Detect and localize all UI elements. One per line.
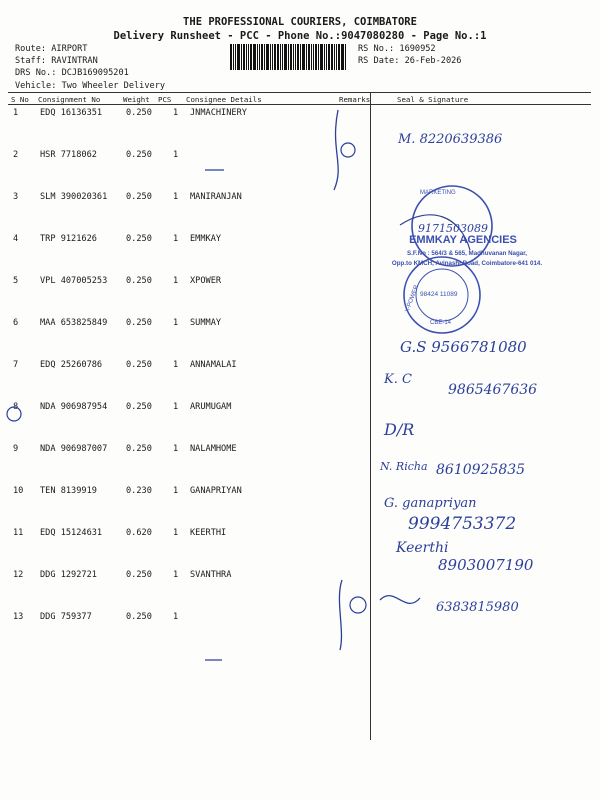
rs-number: RS No.: 1690952 [358, 44, 436, 54]
row-4-sno: 4 [13, 234, 19, 244]
row-12-consignee: SVANTHRA [190, 570, 232, 580]
row-5-consignment: VPL 407005253 [40, 276, 108, 286]
hw-row9b: 8610925835 [436, 462, 526, 478]
row-7-weight: 0.250 [126, 360, 152, 370]
document-subtitle: Delivery Runsheet - PCC - Phone No.:9047080280 - Page No.:1 [113, 30, 487, 42]
row-6-sno: 6 [13, 318, 19, 328]
row-12-consignment: DDG 1292721 [40, 570, 97, 580]
row-8-weight: 0.250 [126, 402, 152, 412]
row-6-pcs: 1 [173, 318, 179, 328]
row-7-consignee: ANNAMALAI [190, 360, 237, 370]
row-11-pcs: 1 [173, 528, 179, 538]
row-7-pcs: 1 [173, 360, 179, 370]
row-12-pcs: 1 [173, 570, 179, 580]
hw-row11a: Keerthi [396, 540, 449, 556]
row-13-weight: 0.250 [126, 612, 152, 622]
row-9-consignment: NDA 906987007 [40, 444, 108, 454]
stamp-round-side: X-POWER [404, 284, 421, 314]
row-4-consignment: TRP 9121626 [40, 234, 97, 244]
row-3-sno: 3 [13, 192, 19, 202]
row-3-consignment: SLM 390020361 [40, 192, 108, 202]
col-weight: Weight [123, 95, 150, 104]
row-8-consignment: NDA 906987954 [40, 402, 108, 412]
stamp-address-2: Opp.to KMCH, Avinashi Road, Coimbatore-641 014. [391, 260, 543, 267]
hw-row10a: G. ganapriyan [384, 496, 477, 511]
drs-number: DRS No.: DCJB169095201 [15, 68, 129, 78]
row-10-sno: 10 [13, 486, 24, 496]
row-10-weight: 0.230 [126, 486, 152, 496]
row-5-weight: 0.250 [126, 276, 152, 286]
remarks-circle-1 [341, 143, 355, 157]
row-1-pcs: 1 [173, 108, 179, 118]
row-9-consignee: NALAMHOME [190, 444, 237, 454]
rs-date: RS Date: 26-Feb-2026 [358, 56, 462, 66]
staff-label: Staff: RAVINTRAN [15, 56, 98, 66]
remarks-bracket-top [334, 110, 338, 190]
row-13-pcs: 1 [173, 612, 179, 622]
hw-row8: D/R [384, 420, 415, 439]
row-1-consignee: JNMACHINERY [190, 108, 247, 118]
row-2-consignment: HSR 7718062 [40, 150, 97, 160]
row-3-pcs: 1 [173, 192, 179, 202]
row-11-consignment: EDQ 15124631 [40, 528, 103, 538]
col-seal: Seal & Signature [397, 95, 469, 104]
row-1-sno: 1 [13, 108, 19, 118]
row-9-pcs: 1 [173, 444, 179, 454]
row-7-sno: 7 [13, 360, 19, 370]
row-10-consignment: TEN 8139919 [40, 486, 97, 496]
hw-row9a: N. Richa [380, 460, 428, 473]
row-8-sno: 8 [13, 402, 19, 412]
row-4-weight: 0.250 [126, 234, 152, 244]
stamp-round-phone: 98424 11089 [420, 291, 458, 298]
col-pcs: PCS [158, 95, 172, 104]
row-7-consignment: EDQ 25260786 [40, 360, 103, 370]
document-title: THE PROFESSIONAL COURIERS, COIMBATORE [183, 16, 417, 28]
route-label: Route: AIRPORT [15, 44, 88, 54]
row-4-consignee: EMMKAY [190, 234, 222, 244]
col-consignment: Consignment No [38, 95, 101, 104]
row-10-pcs: 1 [173, 486, 179, 496]
row-8-pcs: 1 [173, 402, 179, 412]
stamp-address-1: S.F.No : 564/3 & 565, Madhuvanan Nagar, [406, 250, 527, 257]
hw-row6: G.S 9566781080 [400, 338, 527, 356]
row-5-sno: 5 [13, 276, 19, 286]
col-sno: S No [11, 95, 29, 104]
row-1-weight: 0.250 [126, 108, 152, 118]
row-11-weight: 0.620 [126, 528, 152, 538]
col-remarks: Remarks [339, 95, 371, 104]
row-1-consignment: EDQ 16136351 [40, 108, 103, 118]
row-10-consignee: GANAPRIYAN [190, 486, 242, 496]
row-6-weight: 0.250 [126, 318, 152, 328]
row-3-consignee: MANIRANJAN [190, 192, 242, 202]
hw-row3: 9171503089 [418, 222, 488, 235]
hw-row11b: 8903007190 [438, 556, 534, 574]
row-11-sno: 11 [13, 528, 24, 538]
row-2-sno: 2 [13, 150, 19, 160]
row-6-consignment: MAA 653825849 [40, 318, 108, 328]
row-12-weight: 0.250 [126, 570, 152, 580]
row-4-pcs: 1 [173, 234, 179, 244]
row-13-sno: 13 [13, 612, 24, 622]
col-consignee: Consignee Details [186, 95, 262, 104]
row-11-consignee: KEERTHI [190, 528, 227, 538]
row-2-weight: 0.250 [126, 150, 152, 160]
stamp-round-bottom: CBE-14 [430, 320, 452, 326]
vehicle-label: Vehicle: Two Wheeler Delivery [15, 81, 166, 91]
row-2-pcs: 1 [173, 150, 179, 160]
row-13-consignment: DDG 759377 [40, 612, 92, 622]
row-9-sno: 9 [13, 444, 19, 454]
hw-row12: 6383815980 [436, 600, 519, 615]
hw-row10b: 9994753372 [408, 514, 517, 534]
stamp-name: EMMKAY AGENCIES [409, 234, 517, 246]
hw-row1: M. 8220639386 [398, 132, 503, 147]
remarks-bracket-bottom [339, 580, 342, 650]
remarks-circle-2 [350, 597, 366, 613]
row-8-consignee: ARUMUGAM [190, 402, 232, 412]
row-8-circle [7, 407, 21, 421]
hw-row7b: 9865467636 [448, 382, 538, 398]
row-6-consignee: SUMMAY [190, 318, 222, 328]
row-5-consignee: XPOWER [190, 276, 222, 286]
row-9-weight: 0.250 [126, 444, 152, 454]
row-3-weight: 0.250 [126, 192, 152, 202]
row-5-pcs: 1 [173, 276, 179, 286]
stamp-round-top: MARKETING [420, 190, 456, 196]
hw-row7a: K. C [384, 372, 412, 387]
row-12-sno: 12 [13, 570, 24, 580]
row-12-signature [380, 596, 420, 604]
